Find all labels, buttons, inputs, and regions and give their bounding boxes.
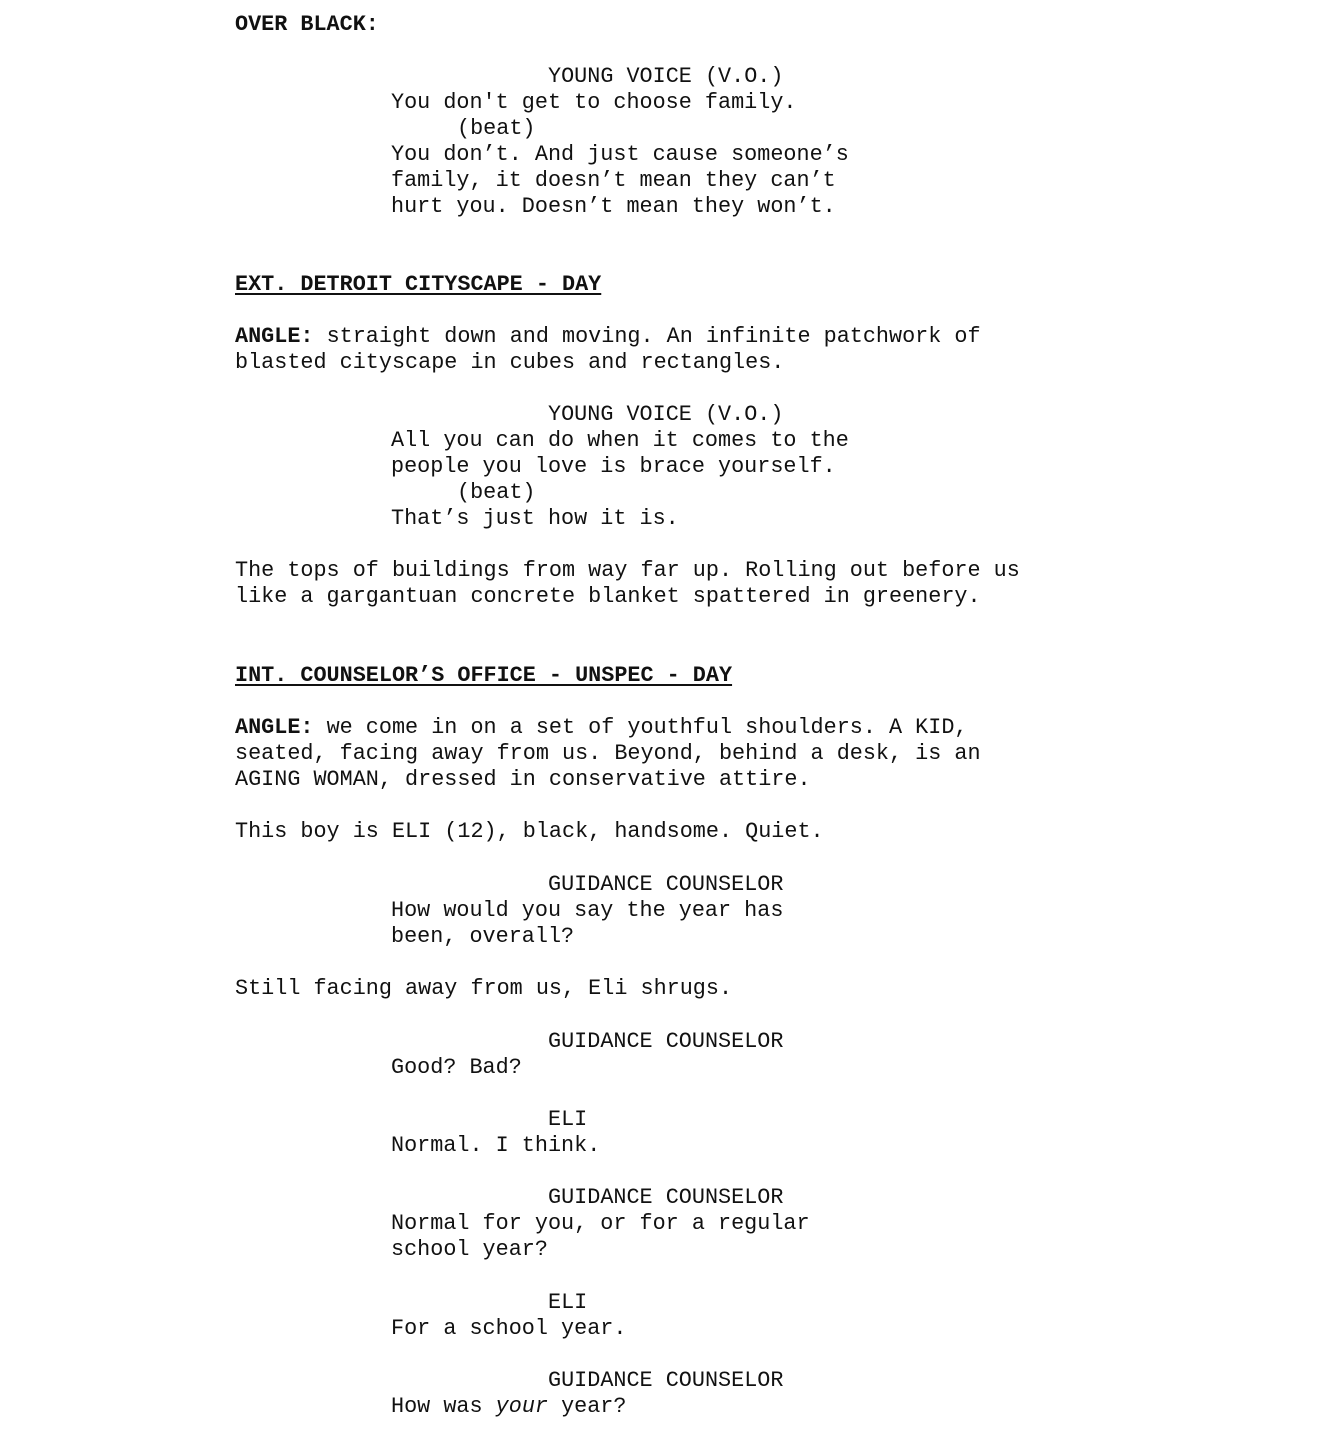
dialogue-text: How was	[391, 1394, 496, 1419]
dialogue-line: people you love is brace yourself.	[391, 454, 836, 479]
character-name: ELI	[548, 1290, 588, 1315]
dialogue-line: How would you say the year has	[391, 898, 784, 923]
character-name: GUIDANCE COUNSELOR	[548, 1029, 784, 1054]
dialogue-line: Good? Bad?	[391, 1055, 522, 1080]
dialogue-line: That’s just how it is.	[391, 506, 679, 531]
dialogue-line: Normal. I think.	[391, 1133, 601, 1158]
dialogue-line: You don’t. And just cause someone’s	[391, 142, 849, 167]
scene-heading: EXT. DETROIT CITYSCAPE - DAY	[235, 272, 602, 297]
angle-label: ANGLE:	[235, 324, 314, 349]
over-black-transition: OVER BLACK:	[235, 12, 379, 37]
action-line: AGING WOMAN, dressed in conservative attire.	[235, 767, 811, 792]
dialogue-line: school year?	[391, 1237, 548, 1262]
angle-label: ANGLE:	[235, 715, 314, 740]
dialogue-line: For a school year.	[391, 1316, 627, 1341]
dialogue-line: been, overall?	[391, 924, 575, 949]
action-line: seated, facing away from us. Beyond, behind a desk, is an	[235, 741, 981, 766]
character-name: GUIDANCE COUNSELOR	[548, 1185, 784, 1210]
action-line	[235, 715, 968, 741]
character-name: YOUNG VOICE (V.O.)	[548, 402, 784, 427]
character-name: ELI	[548, 1107, 588, 1132]
dialogue-line: Normal for you, or for a regular	[391, 1211, 810, 1236]
character-name: GUIDANCE COUNSELOR	[548, 872, 784, 897]
dialogue-line: family, it doesn’t mean they can’t	[391, 168, 836, 193]
emphasized-word: your	[495, 1394, 548, 1419]
action-line: This boy is ELI (12), black, handsome. Quiet.	[235, 819, 824, 844]
action-text: straight down and moving. An infinite patchwork of	[313, 324, 981, 349]
dialogue-line: You don't get to choose family.	[391, 90, 797, 115]
character-name: YOUNG VOICE (V.O.)	[548, 64, 784, 89]
parenthetical: (beat)	[457, 116, 536, 141]
dialogue-line: All you can do when it comes to the	[391, 428, 849, 453]
dialogue-line: hurt you. Doesn’t mean they won’t.	[391, 194, 836, 219]
dialogue-text: year?	[547, 1394, 627, 1419]
action-line	[235, 324, 981, 350]
scene-heading: INT. COUNSELOR’S OFFICE - UNSPEC - DAY	[235, 663, 733, 688]
character-name: GUIDANCE COUNSELOR	[548, 1368, 784, 1393]
action-line: The tops of buildings from way far up. Rolling out before us	[235, 558, 1020, 583]
action-line: like a gargantuan concrete blanket spattered in greenery.	[235, 584, 981, 609]
dialogue-line	[391, 1394, 626, 1420]
action-text: we come in on a set of youthful shoulders. A KID,	[313, 715, 968, 740]
action-line: Still facing away from us, Eli shrugs.	[235, 976, 733, 1001]
parenthetical: (beat)	[457, 480, 536, 505]
action-line: blasted cityscape in cubes and rectangles.	[235, 350, 785, 375]
